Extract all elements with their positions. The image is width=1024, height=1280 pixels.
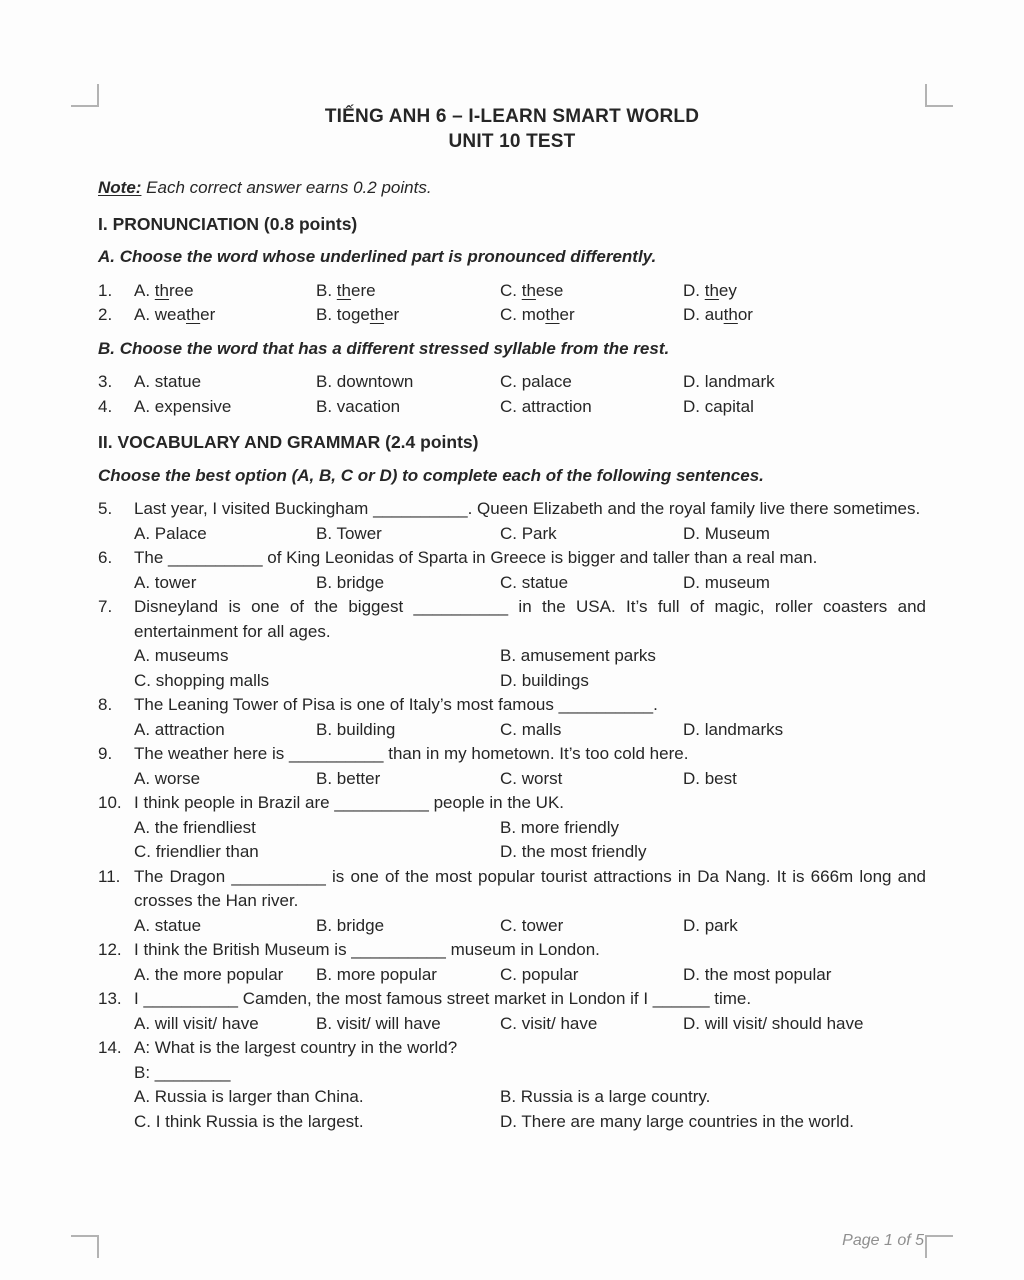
- question-1: [98, 279, 926, 304]
- question-4: [98, 395, 926, 420]
- option-d: D. park: [683, 915, 738, 935]
- option-c: C. tower: [500, 915, 564, 935]
- option-d: D. landmarks: [683, 719, 784, 739]
- section-2-instruction: Choose the best option (A, B, C or D) to complete each of the following sentences.: [98, 465, 764, 485]
- question-number: 9.: [98, 744, 113, 763]
- question-options: [134, 571, 926, 596]
- option-b: B. Tower: [316, 523, 382, 543]
- question-number: 2.: [98, 305, 113, 324]
- question-10: [98, 791, 926, 865]
- question-number: 13.: [98, 989, 122, 1008]
- option-d: D. the most friendly: [500, 842, 647, 861]
- option-a: A. expensive: [134, 396, 232, 416]
- option-a: A. attraction: [134, 719, 225, 739]
- margin-crop-mark-top-right: [925, 84, 953, 107]
- option-a: A. Palace: [134, 523, 207, 543]
- question-8: [98, 693, 926, 742]
- option-b: B. bridge: [316, 572, 385, 592]
- option-c: C. statue: [500, 572, 569, 592]
- option-d: D. will visit/ should have: [683, 1013, 864, 1033]
- question-options: [134, 522, 926, 547]
- option-a: A. weather: [134, 305, 216, 324]
- question-9: [98, 742, 926, 791]
- option-c: C. mother: [500, 305, 575, 324]
- question-options: [134, 644, 926, 693]
- question-options: [134, 914, 926, 939]
- option-a: A. statue: [134, 372, 202, 391]
- option-b: B. building: [316, 719, 396, 739]
- option-a: A. Russia is larger than China.: [134, 1087, 364, 1106]
- question-text: I __________ Camden, the most famous street market in London if I ______ time.: [134, 989, 752, 1008]
- question-number: 3.: [98, 372, 113, 391]
- question-options: [134, 303, 926, 328]
- question-options: [134, 718, 926, 743]
- question-3: [98, 370, 926, 395]
- title-line-1: TIẾNG ANH 6 – I-LEARN SMART WORLD: [324, 106, 700, 127]
- question-options: [134, 767, 926, 792]
- option-b: B. together: [316, 305, 400, 324]
- option-b: B. more friendly: [500, 817, 620, 837]
- question-12: [98, 938, 926, 987]
- option-d: D. author: [683, 305, 753, 324]
- document-content: [98, 0, 926, 1134]
- question-number: 6.: [98, 548, 113, 567]
- option-c: C. Park: [500, 523, 557, 543]
- option-b: B. vacation: [316, 396, 401, 416]
- option-c: C. shopping malls: [134, 670, 270, 690]
- option-a: A. will visit/ have: [134, 1013, 259, 1033]
- option-a: A. statue: [134, 915, 202, 935]
- section-2-heading: II. VOCABULARY AND GRAMMAR (2.4 points): [98, 432, 479, 452]
- title-line-2: UNIT 10 TEST: [448, 131, 576, 152]
- question-7: [98, 595, 926, 693]
- section-2-questions: [98, 497, 926, 1134]
- question-options: [134, 395, 926, 420]
- question-number: 10.: [98, 793, 122, 812]
- question-number: 14.: [98, 1038, 122, 1057]
- option-c: C. malls: [500, 719, 562, 739]
- question-number: 12.: [98, 940, 122, 959]
- section-1-heading: I. PRONUNCIATION (0.8 points): [98, 213, 358, 234]
- page-number: Page 1 of 5: [842, 1232, 924, 1249]
- option-d: D. best: [683, 768, 737, 788]
- question-dialog-line-b: B: ________: [134, 1062, 231, 1082]
- option-d: D. capital: [683, 396, 754, 416]
- question-text: Last year, I visited Buckingham __________. Queen Elizabeth and the royal family live there sometimes.: [134, 499, 921, 518]
- question-text: I think people in Brazil are __________ people in the UK.: [134, 793, 565, 812]
- option-d: D. landmark: [683, 372, 775, 391]
- option-d: D. Museum: [683, 523, 770, 543]
- question-options: [134, 816, 926, 865]
- question-number: 8.: [98, 695, 113, 714]
- note-line: [98, 176, 926, 201]
- question-text: Disneyland is one of the biggest __________ in the USA. It’s full of magic, roller coasters and entertainment for all ages.: [134, 597, 926, 641]
- option-d: D. the most popular: [683, 964, 832, 984]
- document-title: [98, 104, 926, 154]
- option-b: B. Russia is a large country.: [500, 1087, 711, 1106]
- note-label: Note:: [98, 178, 142, 197]
- question-text: The Dragon __________ is one of the most popular tourist attractions in Da Nang. It is 666m long and crosses the Han river.: [134, 866, 926, 910]
- option-d: D. they: [683, 280, 737, 300]
- question-number: 5.: [98, 499, 113, 518]
- option-c: C. I think Russia is the largest.: [134, 1111, 364, 1131]
- option-c: C. palace: [500, 372, 572, 391]
- question-options: [134, 279, 926, 304]
- question-14: [98, 1036, 926, 1134]
- option-b: B. downtown: [316, 372, 414, 391]
- option-a: A. tower: [134, 572, 197, 592]
- option-a: A. three: [134, 280, 194, 300]
- option-b: B. bridge: [316, 915, 385, 935]
- question-options: [134, 1085, 926, 1134]
- option-c: C. attraction: [500, 396, 592, 416]
- question-text: The __________ of King Leonidas of Sparta in Greece is bigger and taller than a real man.: [134, 548, 818, 567]
- question-number: 4.: [98, 396, 113, 416]
- option-d: D. museum: [683, 572, 770, 592]
- option-a: A. worse: [134, 768, 201, 788]
- question-options: [134, 370, 926, 395]
- question-text: The weather here is __________ than in my hometown. It’s too cold here.: [134, 744, 689, 763]
- option-b: B. amusement parks: [500, 646, 656, 665]
- option-c: C. friendlier than: [134, 842, 259, 861]
- question-11: [98, 865, 926, 939]
- question-text: The Leaning Tower of Pisa is one of Italy’s most famous __________.: [134, 695, 658, 714]
- option-a: A. the more popular: [134, 964, 284, 984]
- option-b: B. there: [316, 280, 376, 300]
- option-b: B. more popular: [316, 964, 437, 984]
- question-6: [98, 546, 926, 595]
- question-number: 1.: [98, 280, 113, 300]
- option-b: B. better: [316, 768, 381, 788]
- option-d: D. There are many large countries in the world.: [500, 1111, 855, 1131]
- part-a-instruction: A. Choose the word whose underlined part is pronounced differently.: [98, 247, 657, 266]
- question-dialog-line-a: A: What is the largest country in the world?: [134, 1038, 458, 1057]
- question-number: 7.: [98, 597, 113, 616]
- margin-crop-mark-bottom-right: [925, 1235, 953, 1258]
- question-5: [98, 497, 926, 546]
- option-c: C. visit/ have: [500, 1013, 598, 1033]
- margin-crop-mark-top-left: [71, 84, 99, 107]
- question-options: [134, 1012, 926, 1037]
- question-text: I think the British Museum is __________ museum in London.: [134, 940, 600, 959]
- option-b: B. visit/ will have: [316, 1013, 441, 1033]
- part-a-questions: [98, 279, 926, 328]
- option-c: C. popular: [500, 964, 579, 984]
- question-2: [98, 303, 926, 328]
- option-c: C. worst: [500, 768, 563, 788]
- question-options: [134, 963, 926, 988]
- question-number: 11.: [98, 866, 121, 886]
- margin-crop-mark-bottom-left: [71, 1235, 99, 1258]
- question-13: [98, 987, 926, 1036]
- option-a: A. museums: [134, 646, 229, 665]
- note-text: Each correct answer earns 0.2 points.: [141, 178, 432, 197]
- part-b-instruction: B. Choose the word that has a different stressed syllable from the rest.: [98, 338, 670, 358]
- option-d: D. buildings: [500, 670, 589, 690]
- option-c: C. these: [500, 280, 564, 300]
- part-b-questions: [98, 370, 926, 419]
- option-a: A. the friendliest: [134, 817, 256, 837]
